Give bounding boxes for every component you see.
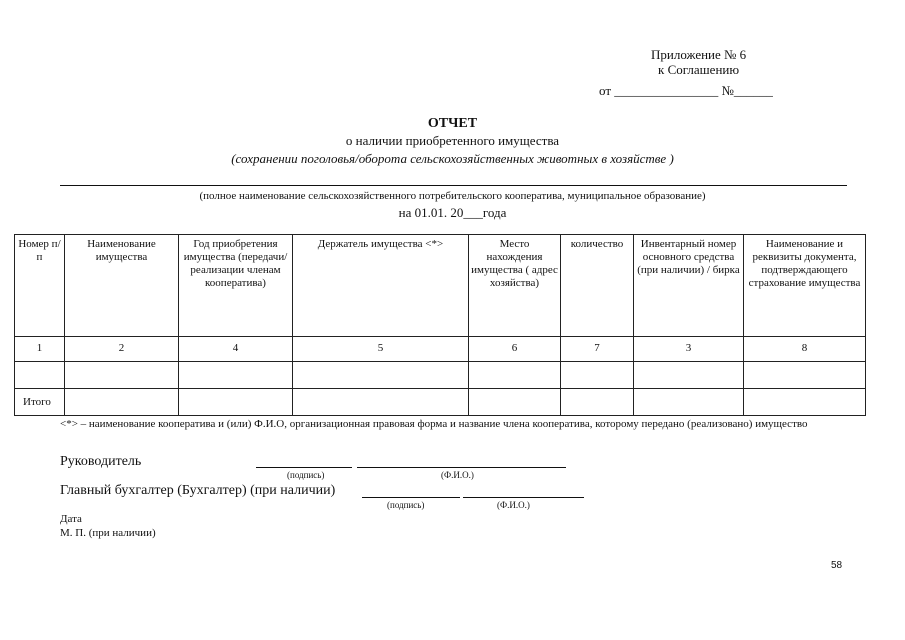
header-cell-acquisition-year: Год приобретения имущества (передачи/реализации членам кооператива) <box>179 235 293 337</box>
column-number-cell: 4 <box>179 337 293 362</box>
empty-cell <box>65 362 179 389</box>
accountant-signature-label: Главный бухгалтер (Бухгалтер) (при наличии) <box>60 483 336 498</box>
empty-cell <box>561 362 634 389</box>
head-name-line <box>357 467 566 468</box>
stamp-label: М. П. (при наличии) <box>60 527 156 539</box>
empty-cell <box>179 362 293 389</box>
table-header-row <box>15 235 866 337</box>
report-title: ОТЧЕТ <box>427 116 478 131</box>
accountant-name-line <box>463 497 584 498</box>
header-cell-number: Номер п/п <box>15 235 65 337</box>
head-name-caption: (Ф.И.О.) <box>441 470 474 480</box>
property-report-table <box>14 234 866 416</box>
column-number-cell: 7 <box>561 337 634 362</box>
accountant-signature-line <box>362 497 460 498</box>
table-row-empty <box>15 362 866 389</box>
header-cell-quantity: количество <box>561 235 634 337</box>
header-cell-location: Место нахождения имущества ( адрес хозяйства) <box>469 235 561 337</box>
empty-cell <box>469 362 561 389</box>
column-number-cell: 5 <box>293 337 469 362</box>
header-cell-inventory-number: Инвентарный номер основного средства (при наличии) / бирка <box>634 235 744 337</box>
agreement-label: к Соглашению <box>658 62 740 77</box>
empty-cell <box>561 389 634 416</box>
header-cell-insurance-document: Наименование и реквизиты документа, подтверждающего страхование имущества <box>744 235 866 337</box>
organization-caption: (полное наименование сельскохозяйственного потребительского кооператива, муниципальное образование) <box>199 190 706 202</box>
column-number-cell: 6 <box>469 337 561 362</box>
head-signature-label: Руководитель <box>60 454 142 469</box>
report-date-line: на 01.01. 20___года <box>398 205 507 220</box>
empty-cell <box>293 362 469 389</box>
report-subtitle: о наличии приобретенного имущества <box>345 133 560 148</box>
appendix-label: Приложение № 6 <box>651 47 747 62</box>
empty-cell <box>15 362 65 389</box>
accountant-name-caption: (Ф.И.О.) <box>497 500 530 510</box>
head-signature-caption: (подпись) <box>287 470 325 480</box>
empty-cell <box>65 389 179 416</box>
empty-cell <box>179 389 293 416</box>
empty-cell <box>469 389 561 416</box>
accountant-signature-caption: (подпись) <box>387 500 425 510</box>
header-cell-property-name: Наименование имущества <box>65 235 179 337</box>
column-number-cell: 2 <box>65 337 179 362</box>
date-label: Дата <box>60 513 82 525</box>
column-number-cell: 3 <box>634 337 744 362</box>
organization-name-line <box>60 185 847 186</box>
empty-cell <box>744 362 866 389</box>
head-signature-line <box>256 467 352 468</box>
column-number-cell: 8 <box>744 337 866 362</box>
report-italic-subtitle: (сохранении поголовья/оборота сельскохозяйственных животных в хозяйстве ) <box>231 151 674 166</box>
empty-cell <box>293 389 469 416</box>
empty-cell <box>744 389 866 416</box>
agreement-date-number-line: от ________________ №______ <box>599 83 773 98</box>
empty-cell <box>634 362 744 389</box>
holder-footnote: <*> – наименование кооператива и (или) Ф.И.О, организационная правовая форма и название члена кооператива, которому передано (реализовано) имущество <box>60 418 808 430</box>
header-cell-holder: Держатель имущества <*> <box>293 235 469 337</box>
column-number-row <box>15 337 866 362</box>
total-label-cell: Итого <box>15 389 65 416</box>
column-number-cell: 1 <box>15 337 65 362</box>
table-total-row <box>15 389 866 416</box>
page-number: 58 <box>831 560 843 571</box>
empty-cell <box>634 389 744 416</box>
